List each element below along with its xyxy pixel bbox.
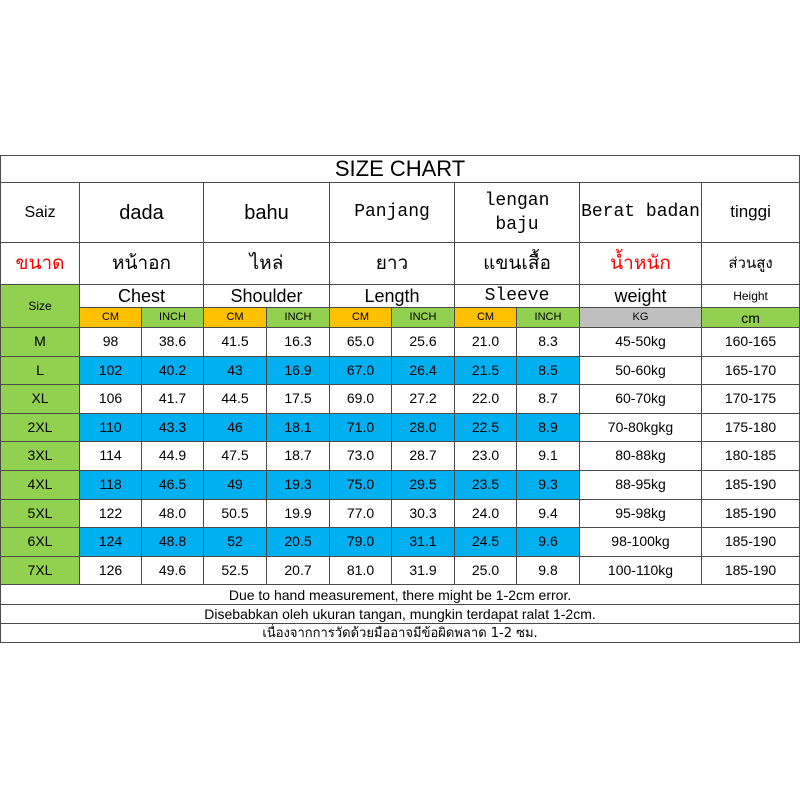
shoulder-cm-cell: 52.5 [204,556,267,585]
chest-inch-cell: 48.8 [142,528,204,557]
unit-height-cm: cm [702,308,800,328]
chest-inch-cell: 40.2 [142,356,204,385]
length-inch-cell: 26.4 [392,356,455,385]
length-cm-cell: 73.0 [330,442,392,471]
sleeve-cm-cell: 22.5 [455,413,517,442]
header-height-english: Height [702,285,800,308]
weight-cell: 95-98kg [580,499,702,528]
size-row-5xl [1,499,800,528]
size-row-m [1,328,800,357]
size-label-cell: 3XL [1,442,80,471]
size-chart-table [0,155,800,643]
header-height-malay: tinggi [702,183,800,243]
size-row-4xl [1,470,800,499]
height-cell: 185-190 [702,499,800,528]
header-weight-thai: น้ำหนัก [580,243,702,285]
sleeve-cm-cell: 24.5 [455,528,517,557]
unit-shoulder-inch: INCH [267,308,330,328]
size-row-l [1,356,800,385]
height-cell: 170-175 [702,385,800,414]
shoulder-inch-cell: 16.9 [267,356,330,385]
header-length-malay: Panjang [330,183,455,243]
header-shoulder-thai: ไหล่ [204,243,330,285]
weight-cell: 100-110kg [580,556,702,585]
sleeve-inch-cell: 9.8 [517,556,580,585]
height-cell: 185-190 [702,556,800,585]
header-shoulder-english: Shoulder [204,285,330,308]
header-length-thai: ยาว [330,243,455,285]
sleeve-inch-cell: 8.3 [517,328,580,357]
unit-length-cm: CM [330,308,392,328]
size-row-6xl [1,528,800,557]
chest-inch-cell: 44.9 [142,442,204,471]
shoulder-cm-cell: 50.5 [204,499,267,528]
header-size-english: Size [1,285,80,328]
chest-inch-cell: 48.0 [142,499,204,528]
header-weight-malay: Berat badan [580,183,702,243]
size-label-cell: M [1,328,80,357]
weight-cell: 50-60kg [580,356,702,385]
weight-cell: 80-88kg [580,442,702,471]
height-cell: 175-180 [702,413,800,442]
shoulder-cm-cell: 49 [204,470,267,499]
sleeve-inch-cell: 9.3 [517,470,580,499]
chest-inch-cell: 43.3 [142,413,204,442]
header-row-english [1,285,800,308]
length-cm-cell: 75.0 [330,470,392,499]
chest-inch-cell: 49.6 [142,556,204,585]
shoulder-inch-cell: 19.3 [267,470,330,499]
length-cm-cell: 77.0 [330,499,392,528]
length-cm-cell: 71.0 [330,413,392,442]
shoulder-cm-cell: 47.5 [204,442,267,471]
size-row-3xl [1,442,800,471]
unit-length-inch: INCH [392,308,455,328]
weight-cell: 98-100kg [580,528,702,557]
sleeve-cm-cell: 21.0 [455,328,517,357]
size-label-cell: 4XL [1,470,80,499]
header-sleeve-malay [455,183,580,243]
header-sleeve-english: Sleeve [455,285,580,308]
length-cm-cell: 65.0 [330,328,392,357]
length-inch-cell: 27.2 [392,385,455,414]
shoulder-inch-cell: 20.5 [267,528,330,557]
chart-title: SIZE CHART [1,156,800,183]
unit-chest-inch: INCH [142,308,204,328]
sleeve-cm-cell: 21.5 [455,356,517,385]
height-cell: 180-185 [702,442,800,471]
note-thai: เนื่องจากการวัดด้วยมืออาจมีข้อผิดพลาด 1-2 ซม. [1,624,800,643]
size-label-cell: XL [1,385,80,414]
length-inch-cell: 29.5 [392,470,455,499]
unit-sleeve-inch: INCH [517,308,580,328]
header-sleeve-thai: แขนเสื้อ [455,243,580,285]
sleeve-cm-cell: 23.0 [455,442,517,471]
chest-inch-cell: 41.7 [142,385,204,414]
chest-cm-cell: 118 [80,470,142,499]
header-row-malay [1,183,800,243]
length-cm-cell: 69.0 [330,385,392,414]
size-label-cell: 7XL [1,556,80,585]
chest-inch-cell: 38.6 [142,328,204,357]
note-row-thai [1,624,800,643]
size-row-xl [1,385,800,414]
note-english: Due to hand measurement, there might be 1-2cm error. [1,585,800,605]
sleeve-cm-cell: 25.0 [455,556,517,585]
shoulder-inch-cell: 17.5 [267,385,330,414]
note-malay: Disebabkan oleh ukuran tangan, mungkin terdapat ralat 1-2cm. [1,605,800,624]
sleeve-inch-cell: 8.5 [517,356,580,385]
header-size-thai: ขนาด [1,243,80,285]
weight-cell: 60-70kg [580,385,702,414]
height-cell: 165-170 [702,356,800,385]
header-length-english: Length [330,285,455,308]
header-shoulder-malay: bahu [204,183,330,243]
height-cell: 160-165 [702,328,800,357]
length-inch-cell: 31.1 [392,528,455,557]
sleeve-cm-cell: 23.5 [455,470,517,499]
length-cm-cell: 81.0 [330,556,392,585]
shoulder-cm-cell: 44.5 [204,385,267,414]
length-cm-cell: 79.0 [330,528,392,557]
size-label-cell: 6XL [1,528,80,557]
chest-cm-cell: 98 [80,328,142,357]
chest-cm-cell: 106 [80,385,142,414]
height-cell: 185-190 [702,470,800,499]
unit-shoulder-cm: CM [204,308,267,328]
shoulder-inch-cell: 20.7 [267,556,330,585]
unit-chest-cm: CM [80,308,142,328]
chest-cm-cell: 110 [80,413,142,442]
sleeve-inch-cell: 9.1 [517,442,580,471]
shoulder-cm-cell: 52 [204,528,267,557]
sleeve-inch-cell: 8.9 [517,413,580,442]
length-inch-cell: 28.7 [392,442,455,471]
shoulder-cm-cell: 43 [204,356,267,385]
height-cell: 185-190 [702,528,800,557]
size-row-2xl [1,413,800,442]
sleeve-inch-cell: 9.4 [517,499,580,528]
title-row [1,156,800,183]
shoulder-inch-cell: 19.9 [267,499,330,528]
length-inch-cell: 31.9 [392,556,455,585]
header-chest-malay: dada [80,183,204,243]
chest-cm-cell: 126 [80,556,142,585]
chest-cm-cell: 122 [80,499,142,528]
size-row-7xl [1,556,800,585]
length-inch-cell: 25.6 [392,328,455,357]
header-chest-thai: หน้าอก [80,243,204,285]
length-cm-cell: 67.0 [330,356,392,385]
chest-cm-cell: 114 [80,442,142,471]
weight-cell: 45-50kg [580,328,702,357]
header-size-malay: Saiz [1,183,80,243]
weight-cell: 70-80kgkg [580,413,702,442]
sleeve-cm-cell: 24.0 [455,499,517,528]
length-inch-cell: 30.3 [392,499,455,528]
shoulder-cm-cell: 46 [204,413,267,442]
sleeve-inch-cell: 9.6 [517,528,580,557]
sleeve-cm-cell: 22.0 [455,385,517,414]
header-sleeve-malay-text: lengan baju [484,190,550,235]
length-inch-cell: 28.0 [392,413,455,442]
shoulder-inch-cell: 18.1 [267,413,330,442]
unit-sleeve-cm: CM [455,308,517,328]
shoulder-cm-cell: 41.5 [204,328,267,357]
header-weight-english: weight [580,285,702,308]
size-label-cell: 5XL [1,499,80,528]
weight-cell: 88-95kg [580,470,702,499]
note-row-malay [1,605,800,624]
unit-weight-kg: KG [580,308,702,328]
units-row [1,308,800,328]
sleeve-inch-cell: 8.7 [517,385,580,414]
shoulder-inch-cell: 16.3 [267,328,330,357]
note-row-english [1,585,800,605]
size-label-cell: 2XL [1,413,80,442]
chest-inch-cell: 46.5 [142,470,204,499]
size-label-cell: L [1,356,80,385]
header-chest-english: Chest [80,285,204,308]
shoulder-inch-cell: 18.7 [267,442,330,471]
header-row-thai [1,243,800,285]
chest-cm-cell: 102 [80,356,142,385]
header-height-thai: ส่วนสูง [702,243,800,285]
chest-cm-cell: 124 [80,528,142,557]
